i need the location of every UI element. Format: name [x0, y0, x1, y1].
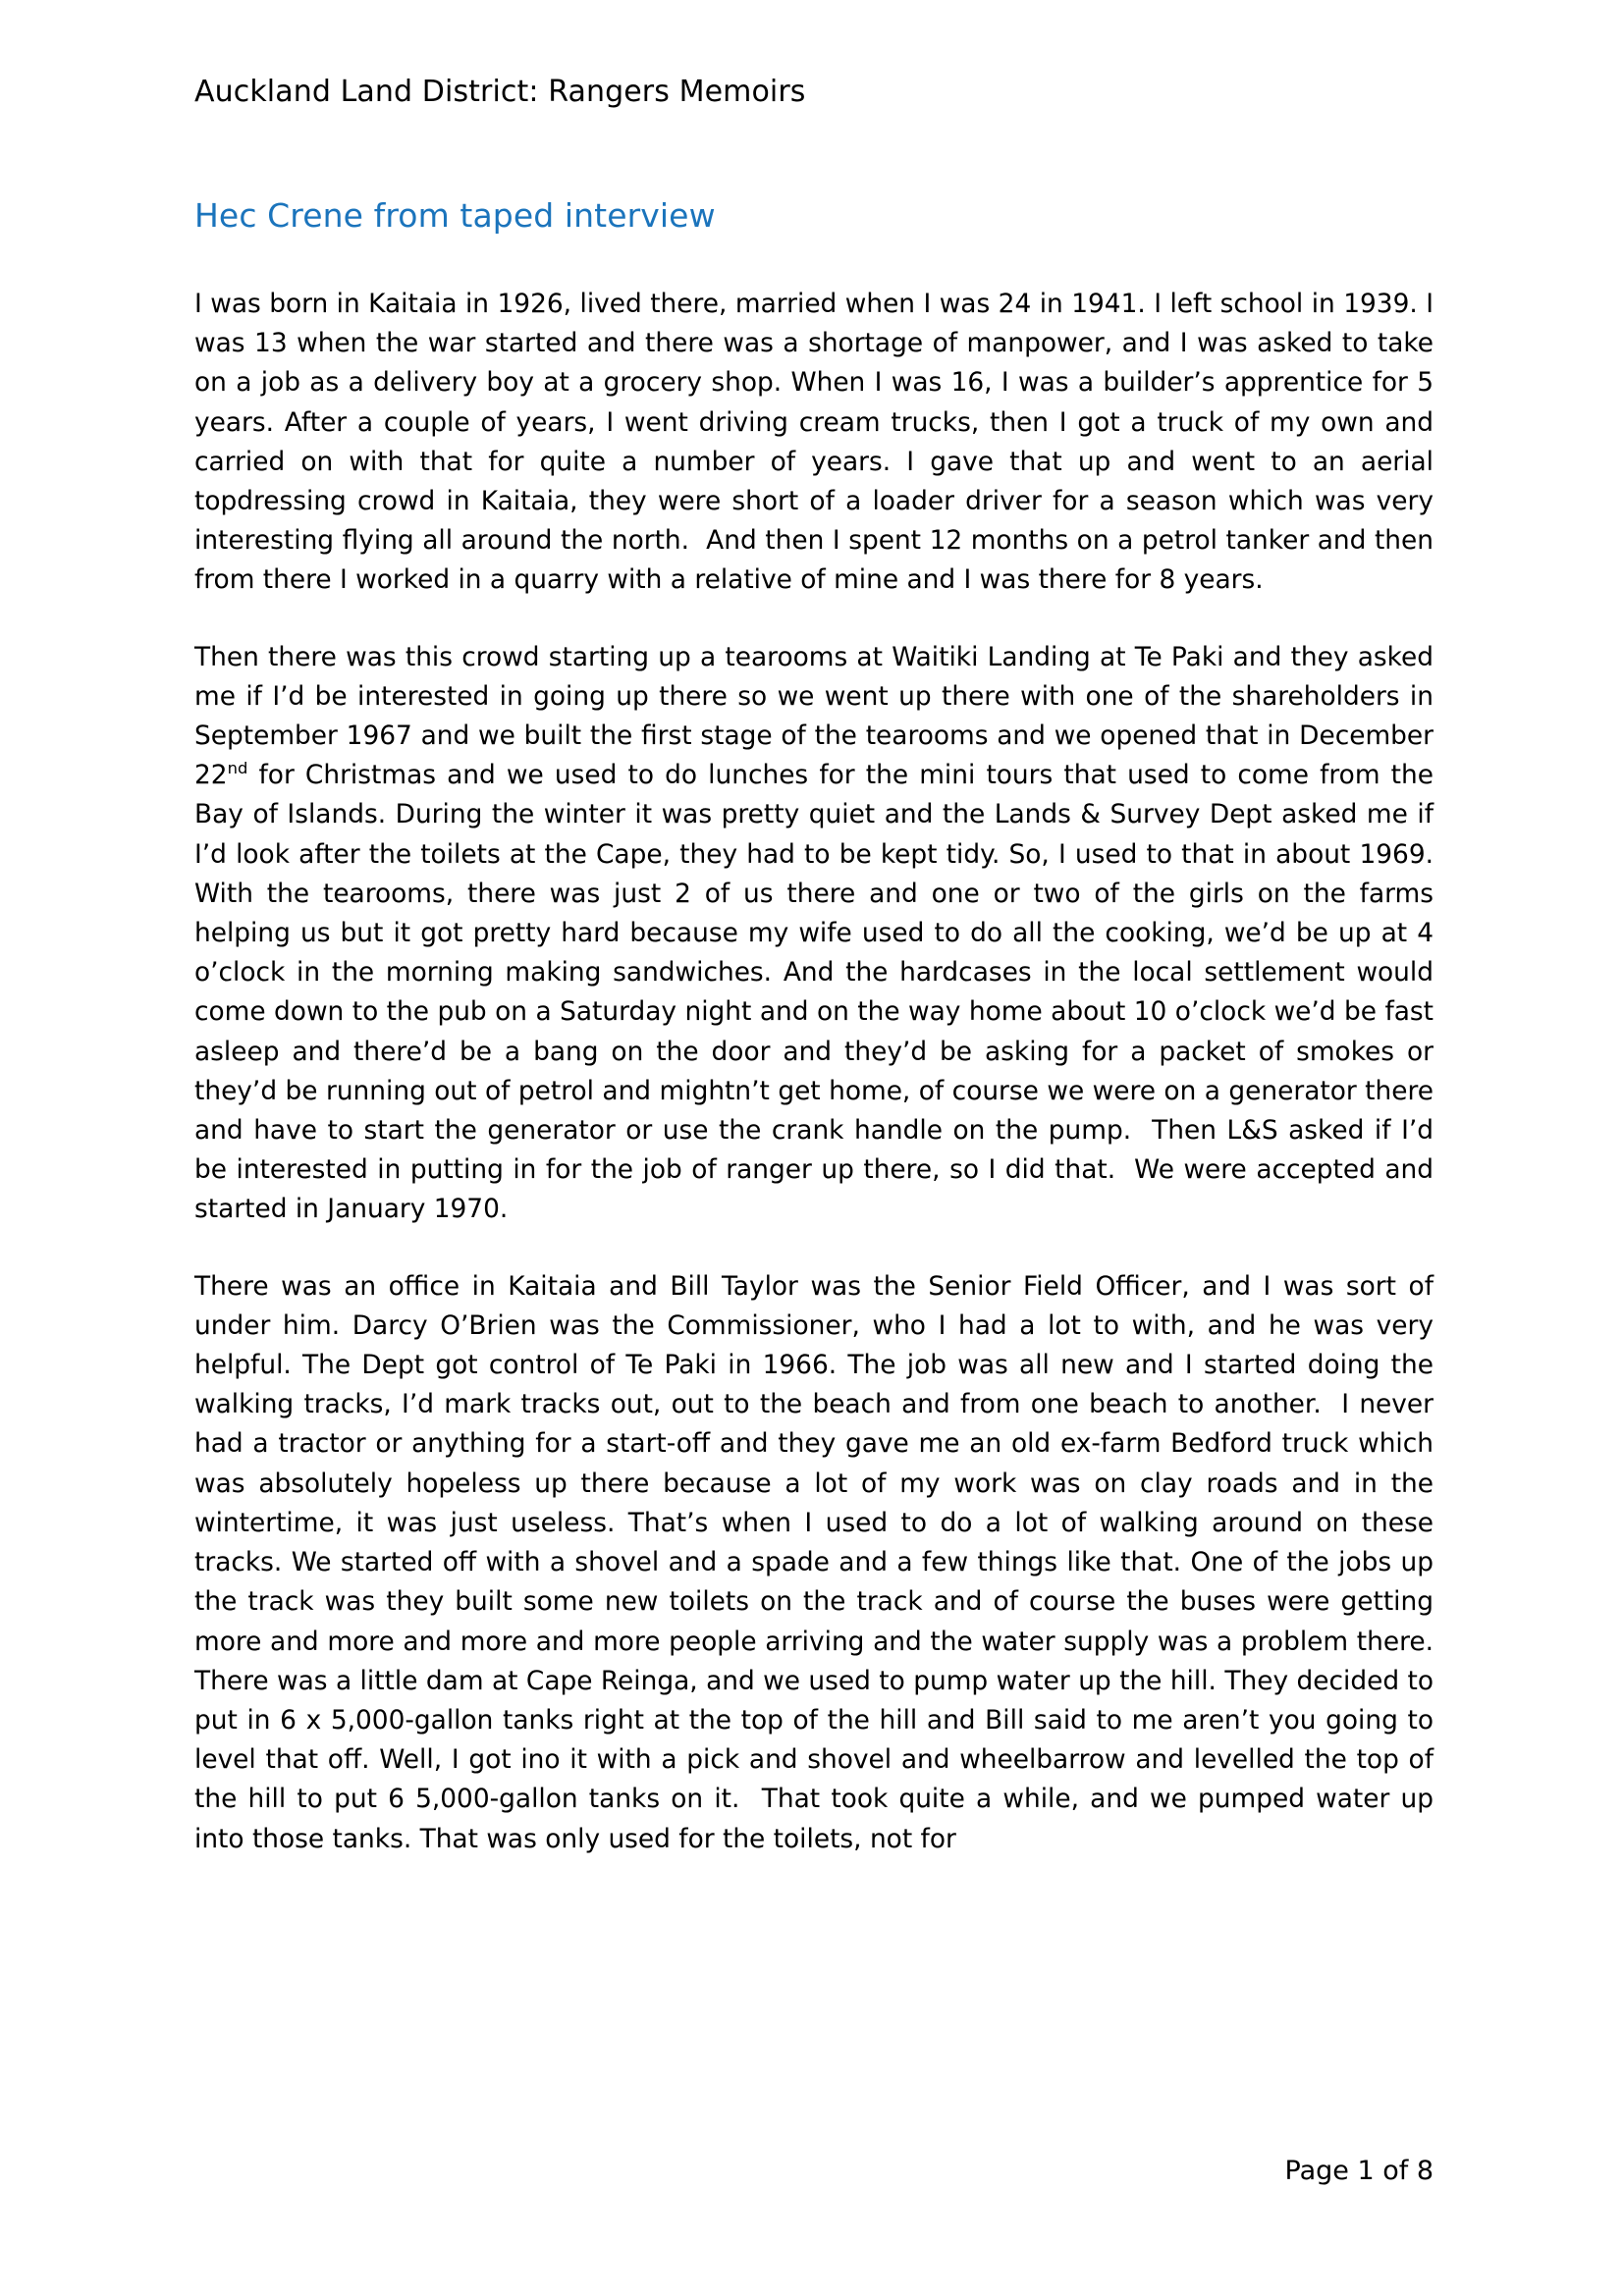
section-heading: Hec Crene from taped interview: [194, 196, 716, 235]
running-header: Auckland Land District: Rangers Memoirs: [194, 75, 806, 109]
paragraph-2-part-1: Then there was this crowd starting up a tearooms at Waitiki Landing at Te Paki and they asked me if I’d be interested in going up there so we went up there with one of the shareholders in September 1967 and we built the first stage of the tearooms and we opened that in December 22: [194, 641, 1442, 791]
paragraph-2: [194, 638, 1442, 1230]
page-footer: Page 1 of 8: [1284, 2156, 1434, 2186]
document-body: [194, 285, 1442, 1859]
paragraph-3: There was an office in Kaitaia and Bill Taylor was the Senior Field Officer, and I was sort of under him. Darcy O’Brien was the Commissioner, who I had a lot to with, and he was very helpful. The Dept got control of Te Paki in 1966. The job was all new and I started doing the walking tracks, I’d mark tracks out, out to the beach and from one beach to another. I never had a tractor or anything for a start-off and they gave me an old ex-farm Bedford truck which was absolutely hopeless up there because a lot of my work was on clay roads and in the wintertime, it was just useless. That’s when I used to do a lot of walking around on these tracks. We started off with a shovel and a spade and a few things like that. One of the jobs up the track was they built some new toilets on the track and of course the buses were getting more and more and more and more people arriving and the water supply was a problem there. There was a little dam at Cape Reinga, and we used to pump water up the hill. They decided to put in 6 x 5,000-gallon tanks right at the top of the hill and Bill said to me aren’t you going to level that off. Well, I got ino it with a pick and shovel and wheelbarrow and levelled the top of the hill to put 6 5,000-gallon tanks on it. That took quite a while, and we pumped water up into those tanks. That was only used for the toilets, not for: [194, 1270, 1442, 1854]
ordinal-suffix: nd: [227, 759, 248, 778]
paragraph-2-part-2: for Christmas and we used to do lunches for the mini tours that used to come from the Bay of Islands. During the winter it was pretty quiet and the Lands & Survey Dept asked me if I’d look after the toilets at the Cape, they had to be kept tidy. So, I used to that in about 1969. With the tearooms, there was just 2 of us there and one or two of the girls on the farms helping us but it got pretty hard because my wife used to do all the cooking, we’d be up at 4 o’clock in the morning making sandwiches. And the hardcases in the local settlement would come down to the pub on a Saturday night and on the way home about 10 o’clock we’d be fast asleep and there’d be a bang on the door and they’d be asking for a packet of smokes or they’d be running out of petrol and mightn’t get home, of course we were on a generator there and have to start the generator or use the crank handle on the pump. Then L&S asked if I’d be interested in putting in for the job of ranger up there, so I did that. We were accepted and started in January 1970.: [194, 760, 1442, 1225]
paragraph-1: I was born in Kaitaia in 1926, lived there, married when I was 24 in 1941. I left school in 1939. I was 13 when the war started and there was a shortage of manpower, and I was asked to take on a job as a delivery boy at a grocery shop. When I was 16, I was a builder’s apprentice for 5 years. After a couple of years, I went driving cream trucks, then I got a truck of my own and carried on with that for quite a number of years. I gave that up and went to an aerial topdressing crowd in Kaitaia, they were short of a loader driver for a season which was very interesting flying all around the north. And then I spent 12 months on a petrol tanker and then from there I worked in a quarry with a relative of mine and I was there for 8 years.: [194, 289, 1442, 596]
